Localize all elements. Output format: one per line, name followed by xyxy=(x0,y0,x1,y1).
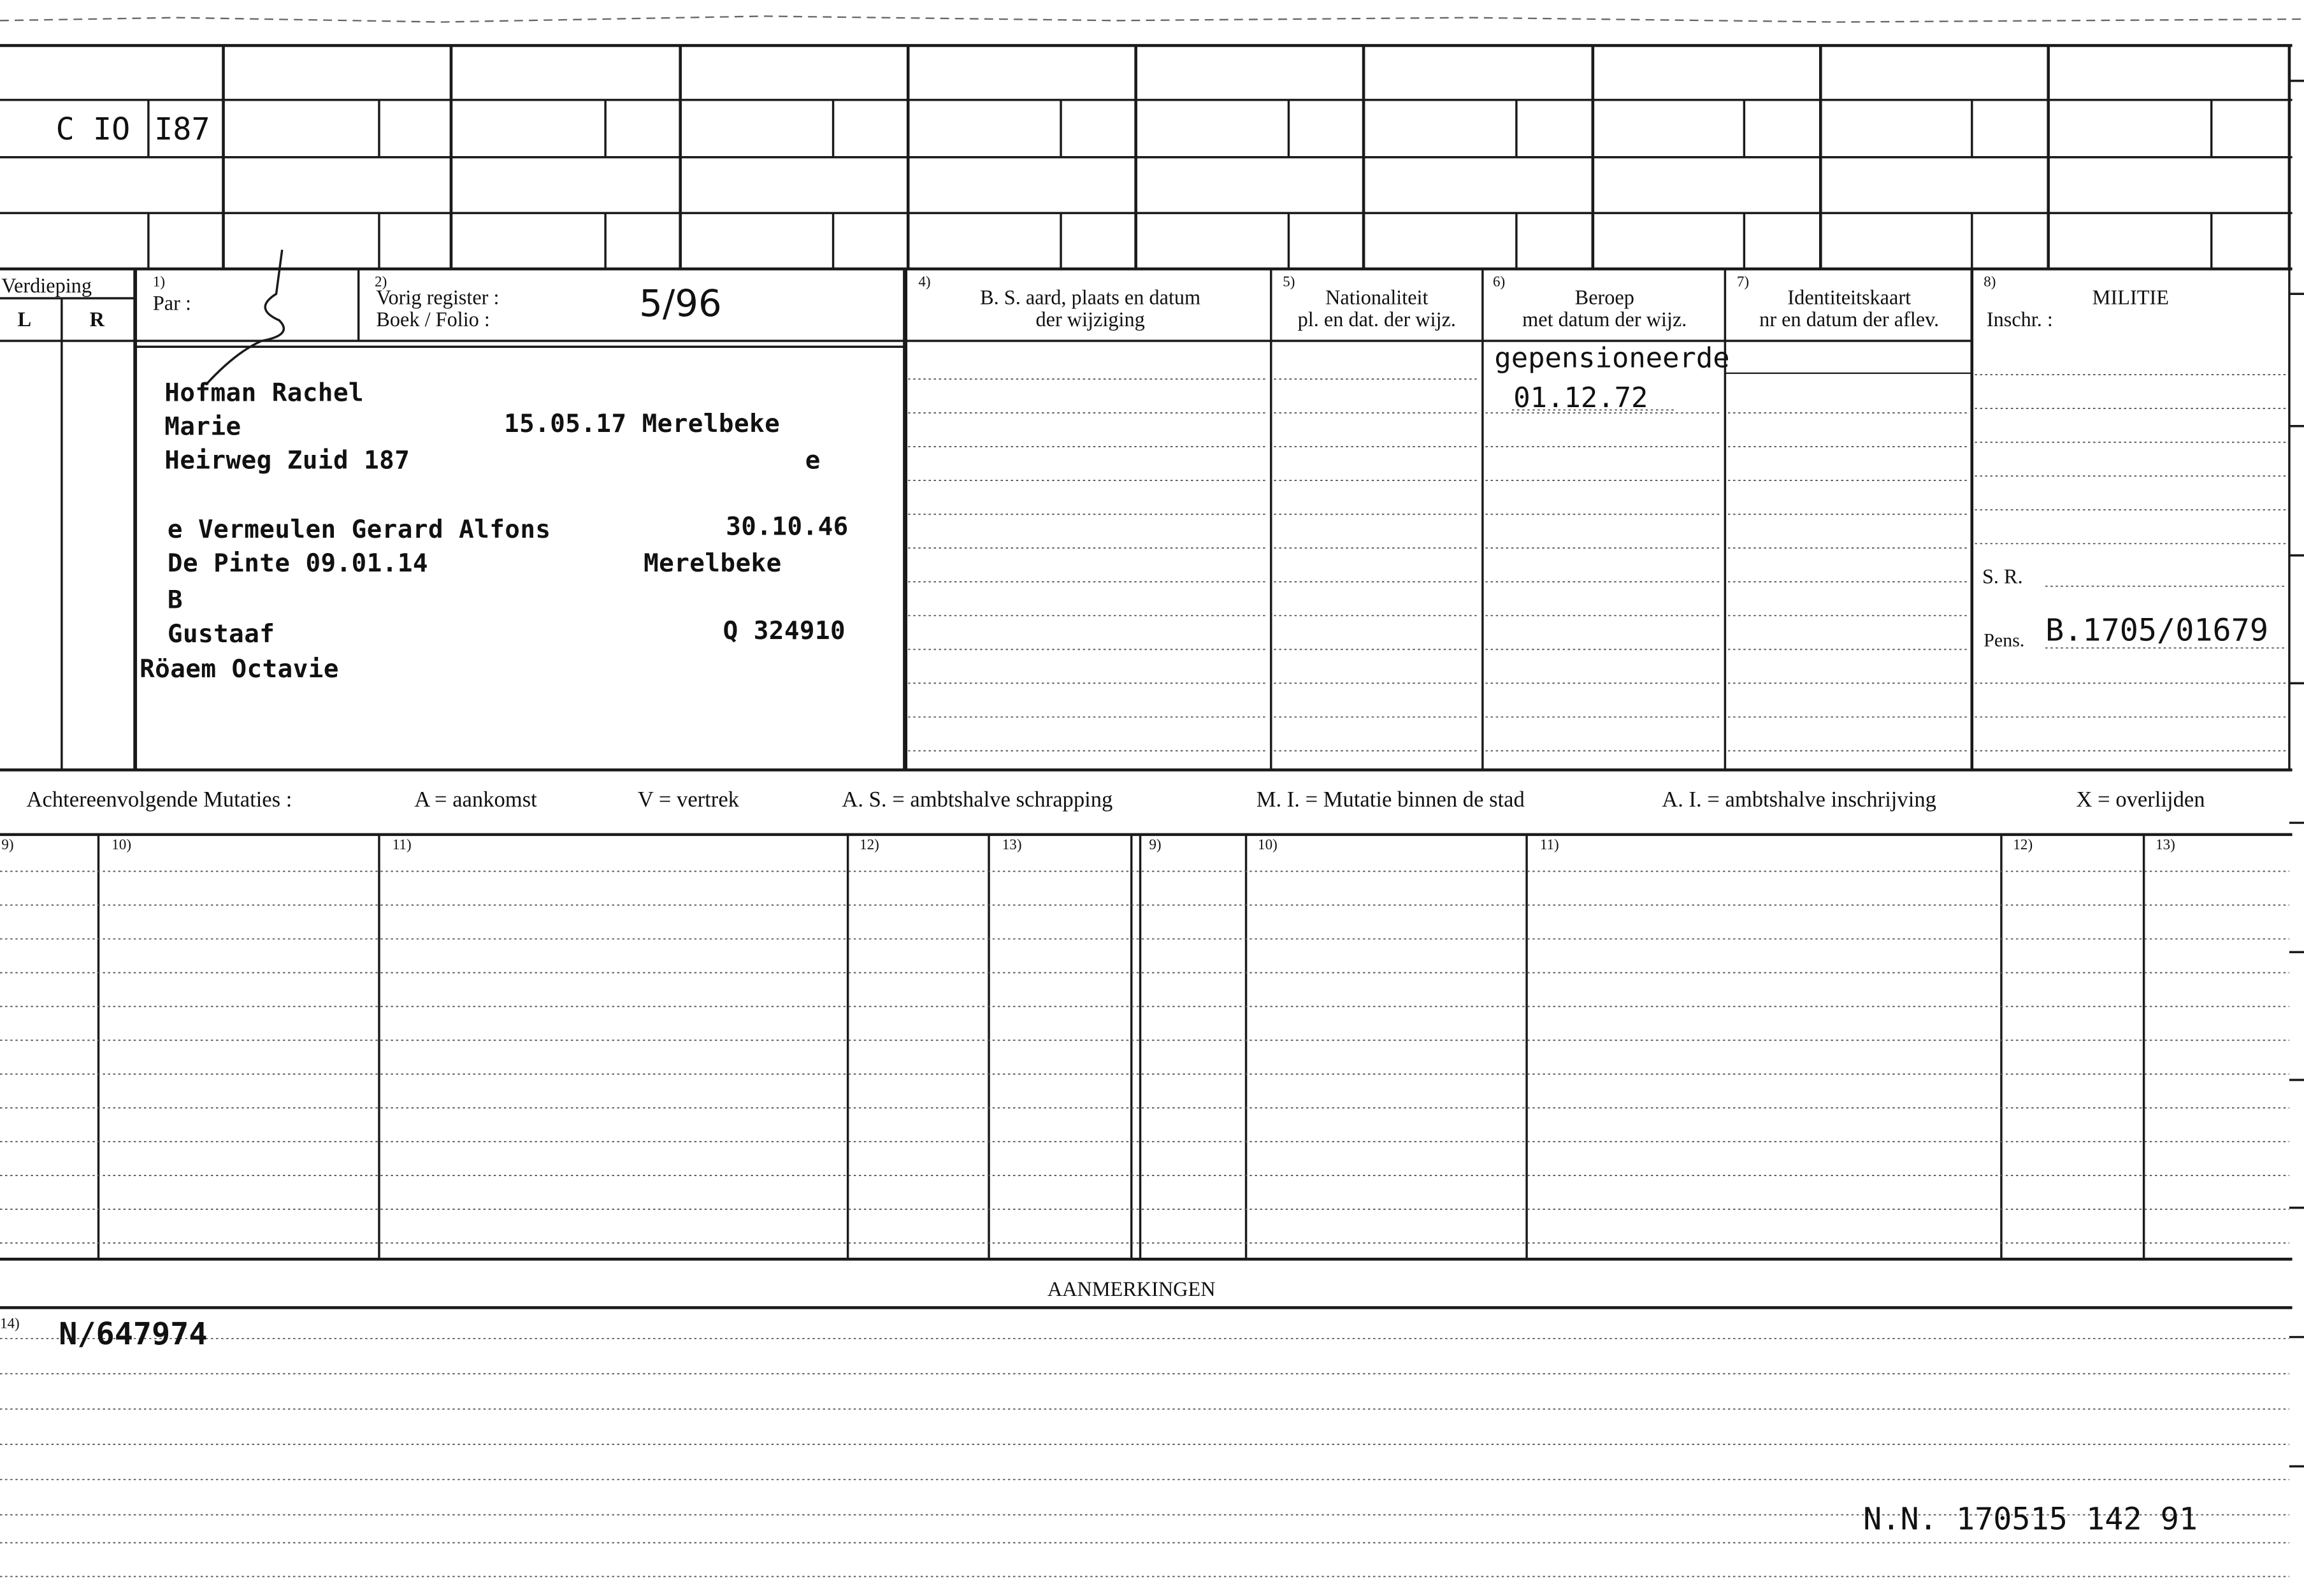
vorig-register-label: Vorig register : xyxy=(376,287,500,310)
col6-number: 6) xyxy=(1493,275,1506,291)
spouse-place: Merelbeke xyxy=(644,549,782,579)
remarks-title: AANMERKINGEN xyxy=(1047,1279,1216,1302)
mut-col-12: 12) xyxy=(860,837,879,854)
mut-col-10: 10) xyxy=(112,837,132,854)
legend-death: X = overlijden xyxy=(2076,789,2205,813)
boek-folio-value: 5/96 xyxy=(639,282,722,325)
spouse-name: e Vermeulen Gerard Alfons xyxy=(167,515,551,545)
remarks-value: N/647974 xyxy=(59,1316,208,1352)
national-number: N.N. 170515 142 91 xyxy=(1863,1501,2198,1537)
legend-ai: A. I. = ambtshalve inschrijving xyxy=(1662,789,1936,813)
left-label: L xyxy=(17,310,32,333)
legend-as: A. S. = ambtshalve schrapping xyxy=(842,789,1113,813)
pens-value: B.1705/01679 xyxy=(2045,612,2269,648)
col6-title-line1: Beroep xyxy=(1574,287,1634,310)
father-name: Gustaaf xyxy=(167,620,275,650)
spouse-marriage-date: 30.10.46 xyxy=(726,512,849,542)
col4-title-line1: B. S. aard, plaats en datum xyxy=(980,287,1201,310)
b-code: B xyxy=(167,586,183,616)
mut-col-13: 13) xyxy=(1002,837,1022,854)
col7-number: 7) xyxy=(1736,275,1750,291)
col7-title-line1: Identiteitskaart xyxy=(1787,287,1912,310)
mut-col-9b: 9) xyxy=(1149,837,1162,854)
right-label: R xyxy=(89,310,105,333)
mother-name: Röaem Octavie xyxy=(140,655,339,685)
remarks-number: 14) xyxy=(0,1316,20,1333)
mut-col-13b: 13) xyxy=(2156,837,2175,854)
militie-inschr-label: Inschr. : xyxy=(1986,310,2053,333)
col4-number: 4) xyxy=(918,275,931,291)
archive-code: C IO xyxy=(55,111,131,147)
mut-col-10b: 10) xyxy=(1258,837,1278,854)
occupation-title: gepensioneerde xyxy=(1494,342,1730,375)
mut-col-11b: 11) xyxy=(1539,837,1559,854)
person-address: Heirweg Zuid 187 xyxy=(164,447,410,477)
person-mark-e: e xyxy=(805,447,821,477)
sr-label: S. R. xyxy=(1982,567,2023,589)
col1-number: 1) xyxy=(152,275,166,291)
legend-mi: M. I. = Mutatie binnen de stad xyxy=(1256,789,1525,813)
verdieping-label: Verdieping xyxy=(1,276,92,299)
occupation-date: 01.12.72 xyxy=(1513,382,1648,415)
legend-arrival: A = aankomst xyxy=(414,789,537,813)
person-second-name: Marie xyxy=(164,413,241,443)
col7-title-line2: nr en datum der aflev. xyxy=(1759,310,1940,333)
person-surname-firstname: Hofman Rachel xyxy=(164,378,364,409)
mut-col-12b: 12) xyxy=(2013,837,2033,854)
col4-title-line2: der wijziging xyxy=(1035,310,1145,333)
archive-number: I87 xyxy=(154,111,210,147)
boek-folio-label: Boek / Folio : xyxy=(376,310,490,333)
legend-departure: V = vertrek xyxy=(637,789,739,813)
spouse-birth: De Pinte 09.01.14 xyxy=(167,549,429,579)
mut-col-9: 9) xyxy=(1,837,14,854)
mutations-label: Achtereenvolgende Mutaties : xyxy=(26,789,292,813)
militie-title: MILITIE xyxy=(2092,287,2169,310)
pens-label: Pens. xyxy=(1984,629,2025,651)
col6-title-line2: met datum der wijz. xyxy=(1522,310,1687,333)
person-birth: 15.05.17 Merelbeke xyxy=(503,410,781,440)
id-number: Q 324910 xyxy=(723,617,846,647)
col2-number: 2) xyxy=(375,275,387,291)
col5-number: 5) xyxy=(1283,275,1295,291)
col5-title-line1: Nationaliteit xyxy=(1325,287,1429,310)
col8-number: 8) xyxy=(1984,275,1996,291)
col5-title-line2: pl. en dat. der wijz. xyxy=(1297,310,1457,333)
mut-col-11: 11) xyxy=(392,837,412,854)
par-label: Par : xyxy=(152,294,191,316)
